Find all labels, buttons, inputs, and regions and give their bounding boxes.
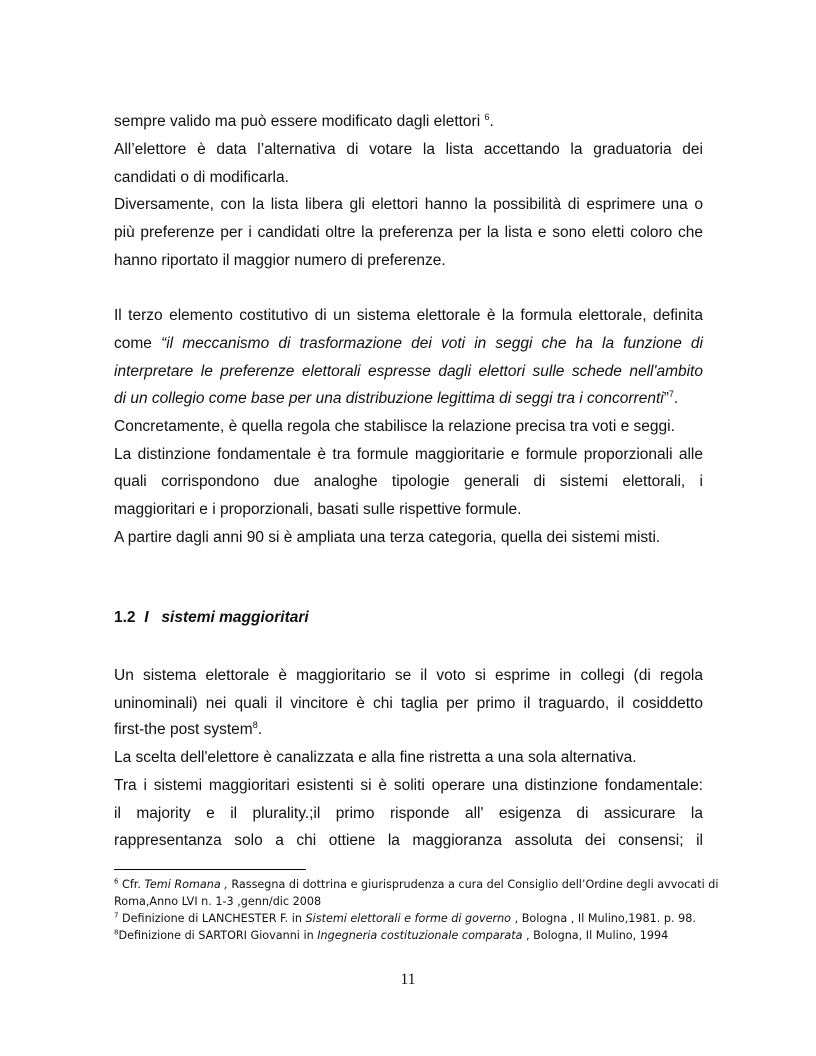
quotation-text: di un collegio come base per una distribuzione legittima di seggi tra i concorrenti <box>114 390 664 407</box>
quotation-line <box>114 390 703 408</box>
paragraph-line: Un sistema elettorale è maggioritario se il voto si esprime in collegi (di regola <box>114 667 703 684</box>
text-run: Cfr. <box>118 878 145 891</box>
paragraph-line: Diversamente, con la lista libera gli elettori hanno la possibilità di esprimere una o <box>114 196 703 213</box>
text-run: Rassegna di dottrina e giurisprudenza a cura del Consiglio dell’Ordine degli avvocati di <box>227 878 719 891</box>
footnote-6 <box>114 877 719 891</box>
paragraph-line <box>114 113 703 131</box>
paragraph-line: La distinzione fondamentale è tra formule maggioritarie e formule proporzionali alle <box>114 446 703 463</box>
paragraph-line: Il terzo elemento costitutivo di un sistema elettorale è la formula elettorale, definita <box>114 307 703 324</box>
quotation-text: “il meccanismo di trasformazione dei voti in seggi che ha la funzione di <box>161 335 703 352</box>
footnote-number: 6 <box>114 877 119 886</box>
page-number: 11 <box>400 971 416 988</box>
footnote-separator <box>114 869 306 870</box>
source-title: Temi Romana , <box>144 878 228 891</box>
text-run: sempre valido ma può essere modificato dagli elettori <box>114 113 481 130</box>
section-title: sistemi maggioritari <box>161 609 309 626</box>
paragraph-line <box>114 335 703 353</box>
paragraph-line: candidati o di modificarla. <box>114 169 289 186</box>
source-title: Ingegneria costituzionale comparata <box>317 929 523 942</box>
footnote-ref: 8 <box>252 719 258 730</box>
footnote-ref: 7 <box>668 388 674 399</box>
text-run: come <box>114 335 162 352</box>
footnote-number: 8 <box>114 928 119 937</box>
paragraph-line: il majority e il plurality.;il primo risponde all' esigenza di assicurare la <box>114 805 703 822</box>
source-title: Sistemi elettorali e forme di governo <box>305 912 512 925</box>
footnote-ref: 6 <box>484 111 490 122</box>
paragraph-line: Tra i sistemi maggioritari esistenti si è soliti operare una distinzione fondamentale: <box>114 777 703 794</box>
paragraph-line: quali corrispondono due analoghe tipologie generali di sistemi elettorali, i <box>114 473 703 490</box>
text-run: ” <box>663 390 669 407</box>
footnote-7 <box>114 912 709 925</box>
paragraph-line: più preferenze per i candidati oltre la preferenza per la lista e sono eletti coloro che <box>114 224 703 241</box>
text-run: first-the post system <box>114 721 253 738</box>
paragraph-line: uninominali) nei quali il vincitore è chi taglia per primo il traguardo, il cosiddetto <box>114 695 703 712</box>
quotation-line: interpretare le preferenze elettorali espresse dagli elettori sulle schede nell'ambito <box>114 363 703 380</box>
section-number: 1.2 <box>114 609 136 626</box>
paragraph-line: A partire dagli anni 90 si è ampliata una terza categoria, quella dei sistemi misti. <box>114 529 661 546</box>
footnote-6-continuation: Roma,Anno LVI n. 1-3 ,genn/dic 2008 <box>114 895 322 908</box>
paragraph-line <box>114 721 703 739</box>
paragraph-line: All’elettore è data l’alternativa di votare la lista accettando la graduatoria dei <box>114 141 703 158</box>
paragraph-line: hanno riportato il maggior numero di preferenze. <box>114 252 446 269</box>
text-run: . <box>489 113 494 130</box>
section-title: I <box>144 609 149 626</box>
footnote-number: 7 <box>114 911 119 920</box>
text-run: Definizione di SARTORI Giovanni in <box>118 929 318 942</box>
paragraph-line: Concretamente, è quella regola che stabilisce la relazione precisa tra voti e seggi. <box>114 418 675 435</box>
footnote-8 <box>114 929 709 942</box>
text-run: . <box>673 390 679 407</box>
paragraph-line: rappresentanza solo a chi ottiene la maggioranza assoluta dei consensi; il <box>114 832 703 849</box>
text-run: , Bologna , Il Mulino,1981. p. 98. <box>511 912 696 925</box>
section-heading <box>114 609 309 627</box>
text-run: , Bologna, Il Mulino, 1994 <box>522 929 669 942</box>
text-run: Definizione di LANCHESTER F. in <box>118 912 306 925</box>
paragraph-line: maggioritari e i proporzionali, basati sulle rispettive formule. <box>114 501 522 518</box>
text-run: . <box>257 721 263 738</box>
paragraph-line: La scelta dell'elettore è canalizzata e alla fine ristretta a una sola alternativa. <box>114 749 637 766</box>
